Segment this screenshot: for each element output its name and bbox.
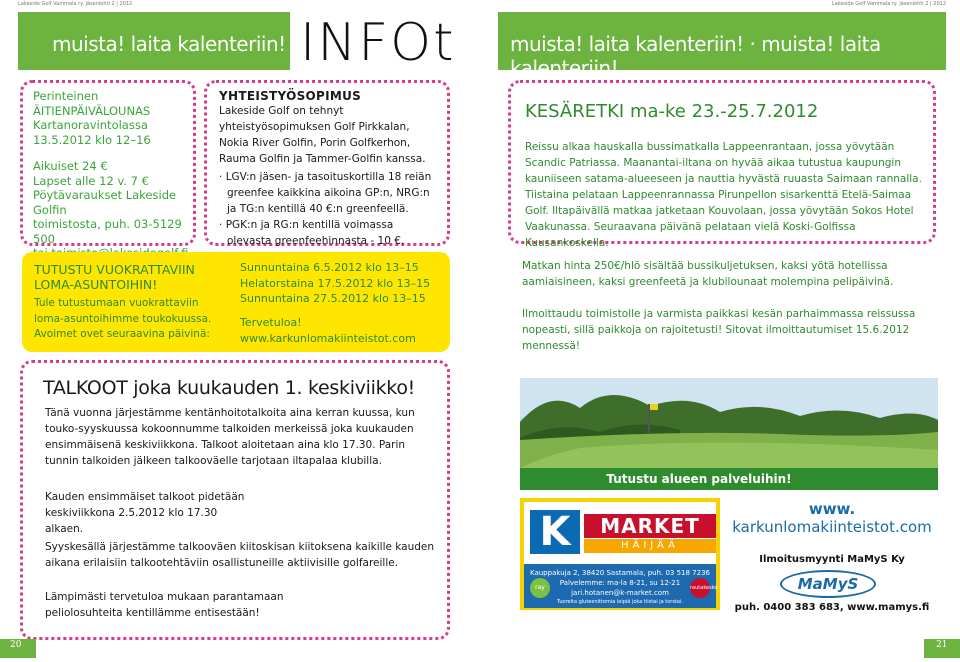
bullet-text: PGK:n ja RG:n kentillä voimassa olevasta greenfeehinnasta - 10 €. [225, 219, 405, 247]
golf-course-photo [520, 378, 938, 490]
kmarket-ad [520, 498, 720, 610]
mamys-contact: Ilmoitusmyynti MaMyS Ky [759, 554, 905, 565]
line: toimistosta, puh. 03-5129 500 [33, 217, 182, 246]
mamys-logo: MaMyS [780, 570, 876, 598]
kmarket-tagline: Tuoreita gluteenittomia leipiä joka tiistai ja torstai. [557, 599, 683, 605]
rental-url[interactable]: www.karkunlomakiinteistot.com [240, 331, 416, 345]
summer-trip-body: Reissu alkaa hauskalla bussimatkalla Lappeenrantaan, jossa yövytään Scandic Patriassa. Maanantai-iltana on hyvää aikaa tutustua kaupungin kauniiseen satama-alueeseen ja nauttia hyvästä ruuasta Saimaan rannalla. Tiistaina pelataan Lappeenrannassa Pirunpellon sisarkenttä Etelä-Saimaa Golf. Iltapäivällä matkaa jatketaan Kouvolaan, jossa yövytään Sokos Hotel Vaakunassa. Seuraavana päivänä pelataan vielä Koski-Golfissa Kuusankoskella. [525, 141, 922, 249]
rental-greeting-block [240, 315, 416, 346]
rental-date: Sunnuntaina 6.5.2012 klo 13–15 [240, 261, 419, 274]
mothers-day-box [20, 80, 196, 246]
banner-right-text: muista! laita kalenteriin! · muista! laita kalenteriin! [510, 32, 881, 80]
rental-date: Sunnuntaina 27.5.2012 klo 13–15 [240, 292, 426, 305]
talkoot-title: TALKOOT joka kuukauden 1. keskiviikko! [43, 377, 415, 399]
summer-trip-box [508, 80, 936, 249]
talkoot-para: Tänä vuonna järjestämme kentänhoitotalkoita aina kerran kuussa, kun touko-syyskuussa kokoonnumme talkoiden merkeissä joka kuukauden ensimmäisenä keskiviikkona. Talkoot aloitetaan aina klo 17.30. Parin tunnin talkoiden jälkeen talkooväelle tarjotaan iltapalaa klubilla. [45, 407, 415, 467]
page-title: INFOt [300, 13, 456, 73]
mamys-phone: puh. 0400 383 683, www.mamys.fi [734, 602, 930, 613]
ray-badge: ray [530, 578, 550, 598]
cooperation-bullet: · PGK:n ja RG:n kentillä voimassa olevasta greenfeehinnasta - 10 €. [219, 219, 405, 247]
summer-trip-title: KESÄRETKI ma-ke 23.-25.7.2012 [525, 101, 819, 122]
kmarket-address: Kauppakuja 2, 38420 Sastamala, puh. 03 518 7236 [529, 569, 710, 577]
bullet-text: LGV:n jäsen- ja tasoituskortilla 18 reiän greenfee kaikkina aikoina GP:n, NRG:n ja TG:n kentillä 40 €:n greenfeellä. [225, 171, 432, 215]
rental-box [22, 252, 450, 352]
line: Perinteinen [33, 89, 99, 103]
mamys-www: www. [808, 500, 856, 518]
kmarket-sub: HÄIJÄÄ [584, 539, 716, 553]
k-logo [530, 510, 580, 554]
header-right: Lakeside Golf Vammala ry. jäsenlehti 2 | 2012 [831, 1, 946, 7]
kmarket-info [524, 564, 716, 608]
rental-body: Tule tutustumaan vuokrattaviin loma-asuntoihimme toukokuussa. Avoimet ovet seuraavina päivinä: [34, 297, 212, 340]
line: ÄITIENPÄIVÄLOUNAS [33, 103, 151, 118]
rental-dates [240, 260, 430, 307]
mamys-ad [726, 498, 938, 618]
talkoot-para: Lämpimästi tervetuloa mukaan parantamaan peliolosuhteita kentillämme entisestään! [45, 591, 284, 619]
golf-caption: Tutustu alueen palveluihin! [520, 468, 938, 490]
talkoot-para: Kauden ensimmäiset talkoot pidetään keskiviikkona 2.5.2012 klo 17.30 alkaen. [45, 491, 245, 535]
line: Kartanoravintolassa [33, 118, 148, 132]
rental-greeting: Tervetuloa! [240, 316, 302, 329]
line: Pöytävaraukset Lakeside Golfin [33, 188, 177, 217]
talkoot-box [20, 360, 450, 640]
header-left: Lakeside Golf Vammala ry. jäsenlehti 2 | 2012 [18, 1, 133, 7]
rautakesko-badge: rautakesko [690, 578, 710, 598]
banner-left-text: muista! laita kalenteriin! [52, 32, 286, 56]
summer-trip-signup: Ilmoittaudu toimistolle ja varmista paikkasi kesän parhaimmassa reissussa nopeasti, sillä paikkoja on rajoitetusti! Sitovat ilmoittautumiset 15.6.2012 mennessä! [522, 308, 916, 352]
page-number-right: 21 [936, 640, 948, 650]
cooperation-bullet: · LGV:n jäsen- ja tasoituskortilla 18 reiän greenfee kaikkina aikoina GP:n, NRG:n ja TG:n kentillä 40 €:n greenfeellä. [219, 171, 432, 215]
cooperation-box [204, 80, 450, 246]
k-letter: K [539, 509, 571, 555]
talkoot-para: Syyskesällä järjestämme talkooväen kiitoskisan kiitoksena kaikille kauden aikana erilaisiin talkootehtäviin osallistuneille aktiivisille golfareille. [45, 541, 435, 569]
kmarket-hours: Palvelemme: ma-la 8-21, su 12-21 [559, 579, 681, 587]
line: Aikuiset 24 € [33, 159, 108, 173]
cooperation-body: Lakeside Golf on tehnyt yhteistyösopimuksen Golf Pirkkalan, Nokia River Golfin, Porin Golfkerhon, Rauma Golfin ja Tammer-Golfin kanssa. [219, 105, 426, 165]
kmarket-name: MARKET [584, 514, 716, 538]
line: 13.5.2012 klo 12–16 [33, 132, 151, 147]
summer-trip-price: Matkan hinta 250€/hlö sisältää bussikuljetuksen, kaksi yötä hotellissa aamiaisineen, kaksi greenfeetä ja klubilounaat molempina pelipäivinä. [522, 260, 894, 288]
cooperation-title: YHTEISTYÖSOPIMUS [219, 89, 362, 103]
rental-title: TUTUSTU VUOKRATTAVIIN LOMA-ASUNTOIHIN! [34, 262, 195, 292]
mamys-url[interactable]: karkunlomakiinteistot.com [732, 518, 932, 536]
spacer [33, 147, 193, 159]
kmarket-email: jari.hotanen@k-market.com [571, 589, 669, 597]
page-number-left: 20 [10, 640, 22, 650]
line: Lapset alle 12 v. 7 € [33, 173, 149, 188]
rental-date: Helatorstaina 17.5.2012 klo 13–15 [240, 276, 431, 290]
